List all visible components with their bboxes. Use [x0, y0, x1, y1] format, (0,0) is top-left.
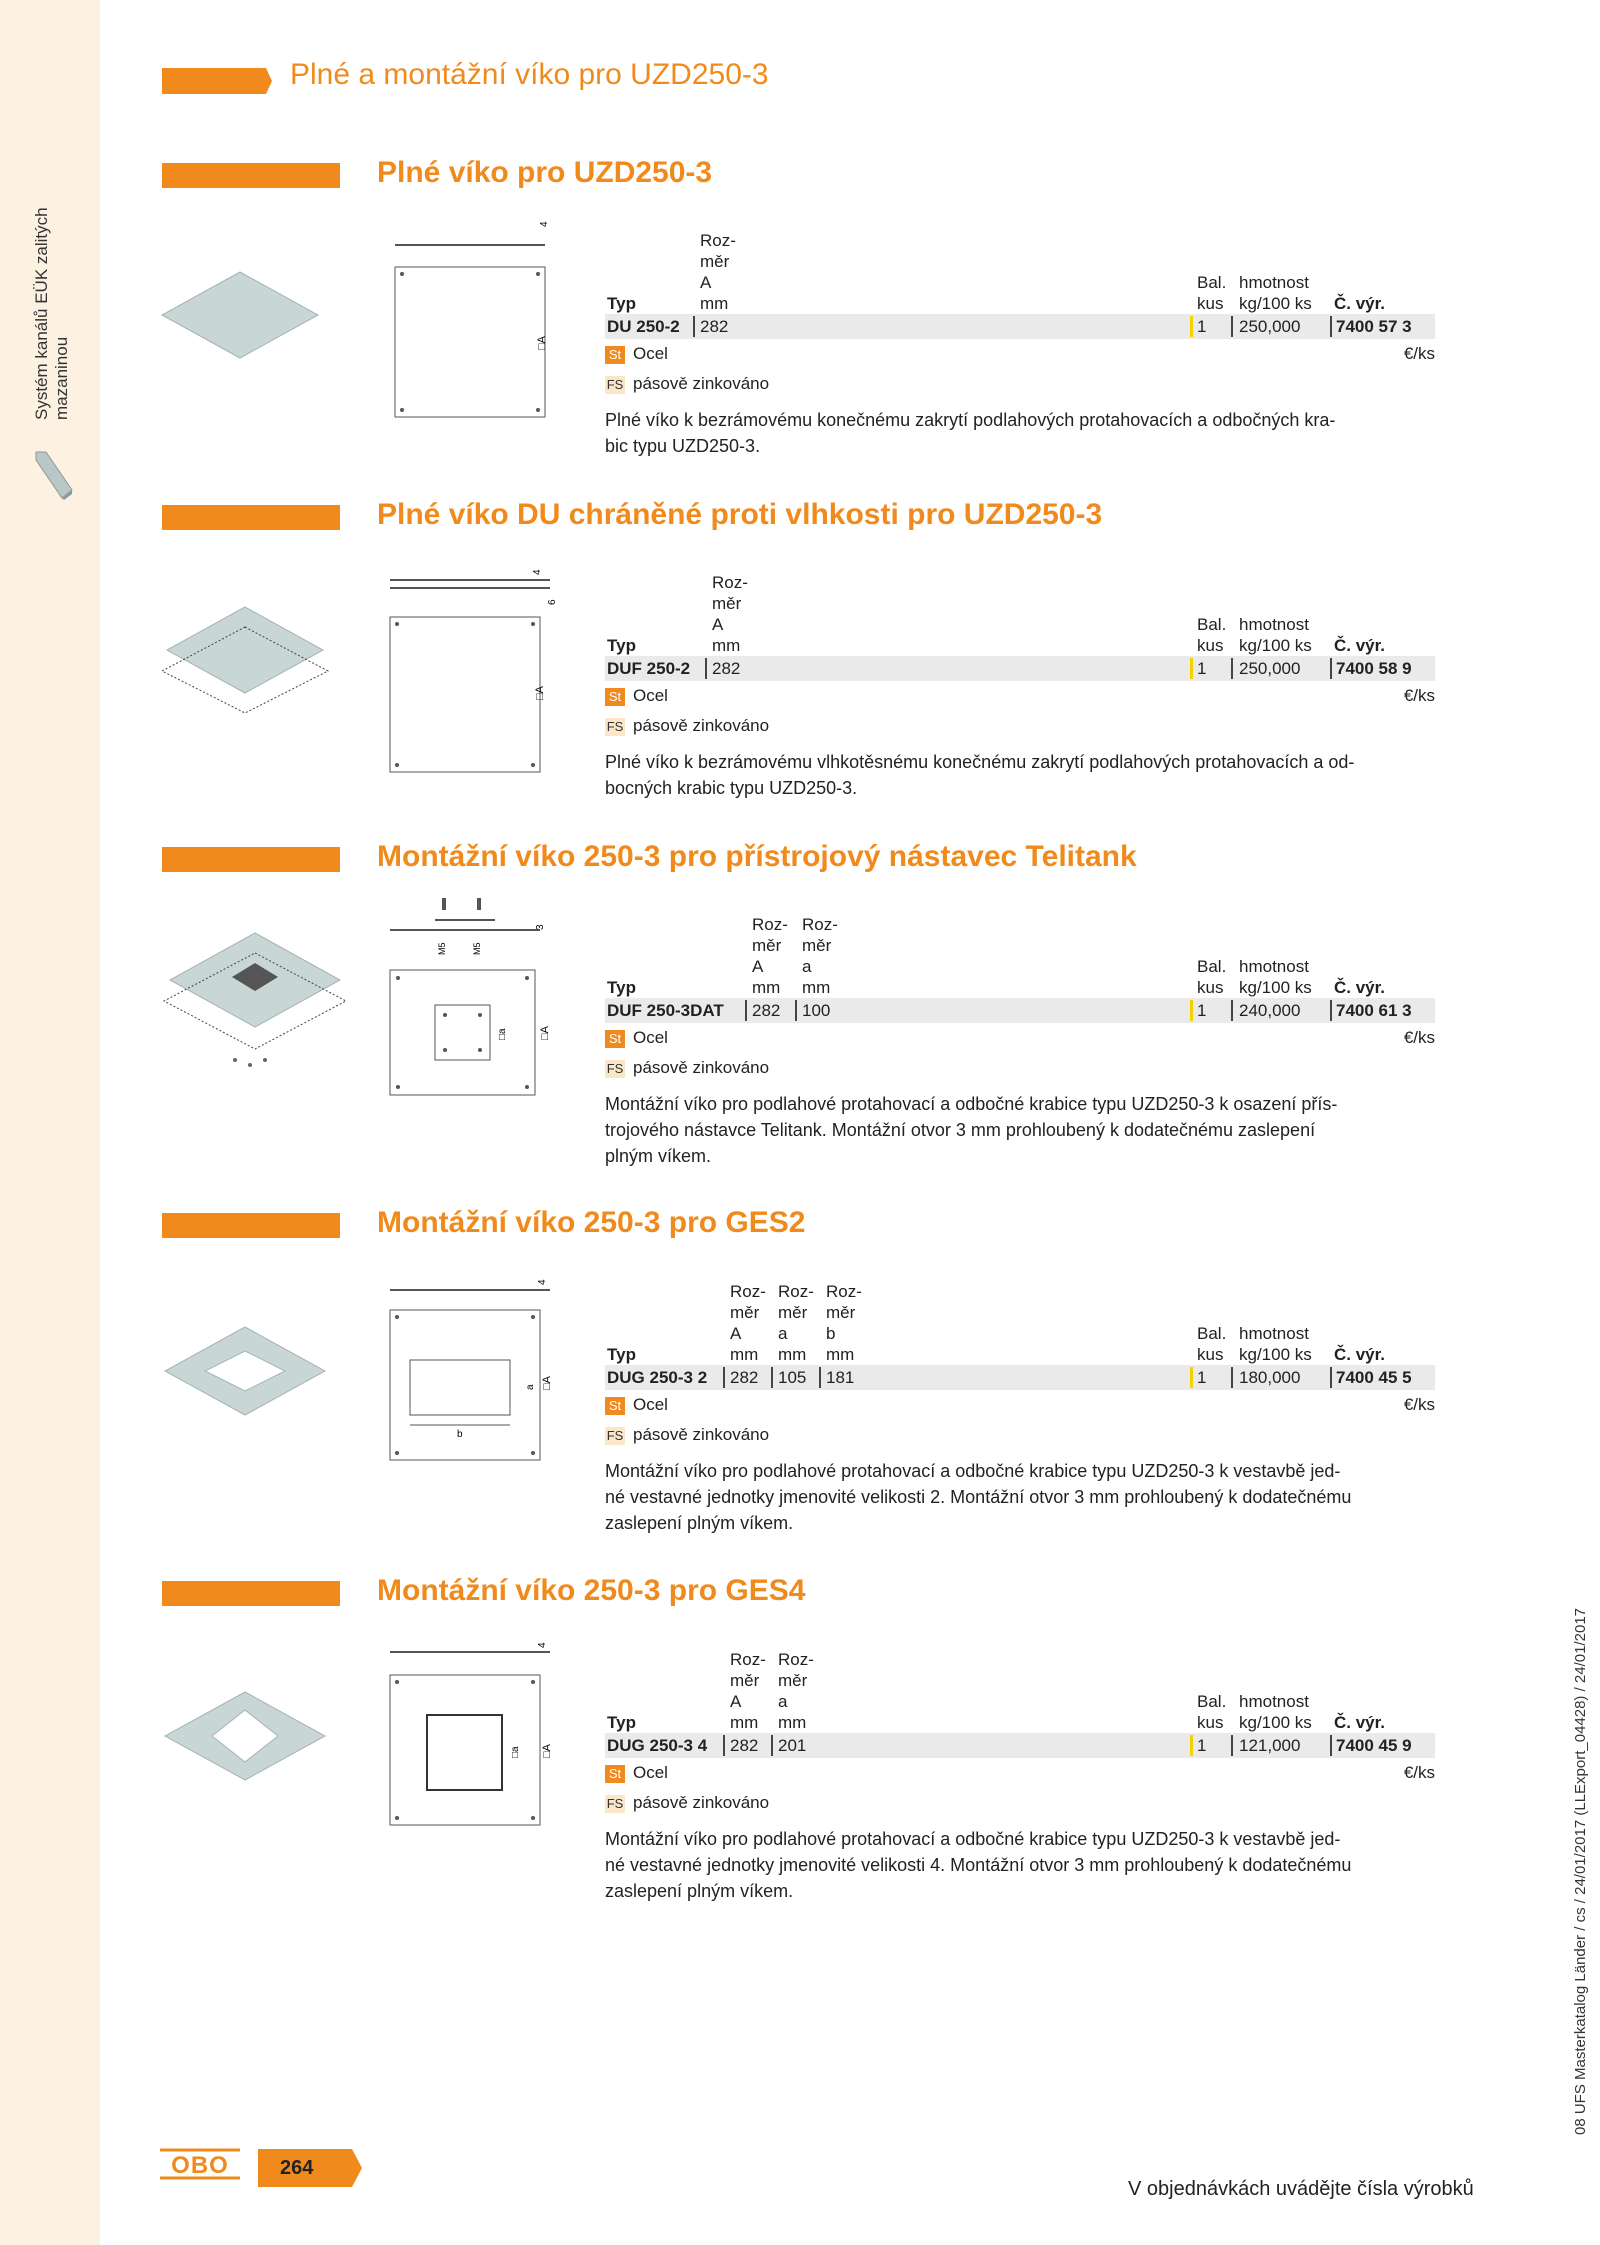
section-bar — [162, 847, 340, 872]
svg-text:□A: □A — [541, 1376, 553, 1390]
section-title: Montážní víko 250-3 pro GES2 — [377, 1206, 806, 1239]
obo-logo — [160, 2148, 240, 2180]
svg-text:OBO: OBO — [171, 2152, 229, 2179]
svg-text:3: 3 — [535, 924, 546, 930]
product-description: Plné víko k bezrámovému konečnému zakrytí podlahových protahovacích a odbočných kra- bic typu UZD250-3. — [605, 410, 1336, 456]
svg-text:□a: □a — [510, 1746, 521, 1758]
finish-tag: FS — [606, 1795, 624, 1811]
technical-drawing — [385, 1265, 555, 1475]
product-description: Montážní víko pro podlahové protahovací a odbočné krabice typu UZD250-3 k osazení přís- trojového nástavce Telitank. Montážní otvor 3 mm prohloubený k dodatečnému zaslepení plným víkem. — [605, 1094, 1338, 1166]
section-bar — [162, 1213, 340, 1238]
product-table: Typ Roz- měr A mm Roz- měr a mm Roz- měr b mm Bal. kus hmotnost kg/100 ks Č. výr. DUG 250-3 2 282 105 181 1 180,000 7400 45 5 St Ocel €/ks FS pásově zinkováno Montážní víko pro podlahové protahovací a odbočné krabice typu UZD250-3 k vestavbě jed- né vestavné jednotky jmenovité velikosti 2. Montážní otvor 3 mm prohloubený k dodatečnému zaslepení plným víkem. — [605, 1273, 1435, 1536]
svg-text:□A: □A — [539, 1026, 551, 1040]
svg-text:4: 4 — [537, 1642, 548, 1648]
svg-text:□A: □A — [534, 686, 546, 700]
material-tag: St — [605, 1030, 625, 1048]
product-table: Typ Roz- měr A mm Bal. kus hmotnost kg/100 ks Č. výr. DUF 250-2 282 1 250,000 7400 58 9 St Ocel €/ks FS pásově zinkováno Plné víko k bezrámovému vlhkotěsnému konečnému zakrytí podlahových protahovacích a od- bocných krabic typu UZD250-3. — [605, 564, 1435, 801]
table-row: DUG 250-3 4 282 201 1 121,000 7400 45 9 — [605, 1733, 1435, 1758]
material-tag: St — [605, 346, 625, 364]
section-title: Plné víko DU chráněné proti vlhkosti pro UZD250-3 — [377, 498, 1103, 531]
product-photo-plain-lid — [160, 270, 320, 360]
material-tag: St — [605, 1765, 625, 1783]
section-bar — [162, 163, 340, 188]
product-table: Typ Roz- měr A mm Roz- měr a mm Bal. kus hmotnost kg/100 ks Č. výr. DUF 250-3DAT 282 100 1 240,000 7400 61 3 St Ocel €/ks FS pásově zinkováno Montážní víko pro podlahové protahovací a odbočné krabice typu UZD250-3 k osazení přís- trojového nástavce Telitank. Montážní otvor 3 mm prohloubený k dodatečnému zaslepení plným víkem. — [605, 906, 1435, 1169]
table-row: DU 250-2 282 1 250,000 7400 57 3 — [605, 314, 1435, 339]
product-photo-telitank-lid — [160, 925, 350, 1075]
page-title: Plné a montážní víko pro UZD250-3 — [290, 58, 769, 91]
finish-tag: FS — [606, 376, 624, 392]
product-photo-ges4-lid — [160, 1690, 330, 1785]
material-tag: St — [605, 1397, 625, 1415]
svg-text:4: 4 — [537, 1279, 548, 1285]
table-row: DUF 250-2 282 1 250,000 7400 58 9 — [605, 656, 1435, 681]
technical-drawing — [385, 1630, 555, 1840]
material-tag: St — [605, 688, 625, 706]
svg-text:6: 6 — [547, 599, 558, 605]
svg-text:4: 4 — [532, 569, 543, 575]
svg-text:□A: □A — [536, 336, 548, 350]
product-description: Montážní víko pro podlahové protahovací a odbočné krabice typu UZD250-3 k vestavbě jed- né vestavné jednotky jmenovité velikosti 4. Montážní otvor 3 mm prohloubený k dodatečnému zaslepení plným víkem. — [605, 1829, 1352, 1901]
section-bar — [162, 505, 340, 530]
page-number: 264 — [280, 2157, 314, 2179]
finish-tag: FS — [606, 718, 624, 734]
svg-text:4: 4 — [539, 221, 550, 227]
product-table: Typ Roz- měr A mm Roz- měr a mm Bal. kus hmotnost kg/100 ks Č. výr. DUG 250-3 4 282 201 1 121,000 7400 45 9 St Ocel €/ks FS pásově zinkováno Montážní víko pro podlahové protahovací a odbočné krabice typu UZD250-3 k vestavbě jed- né vestavné jednotky jmenovité velikosti 4. Montážní otvor 3 mm prohloubený k dodatečnému zaslepení plným víkem. — [605, 1641, 1435, 1904]
svg-text:M5: M5 — [472, 942, 482, 955]
product-table: Typ Roz- měr A mm Bal. kus hmotnost kg/100 ks Č. výr. DU 250-2 282 1 250,000 7400 57 3 St Ocel €/ks FS pásově zinkováno Plné víko k bezrámovému konečnému zakrytí podlahových protahovacích a odbočných kra- bic typu UZD250-3. — [605, 222, 1435, 459]
section-title: Plné víko pro UZD250-3 — [377, 156, 713, 189]
svg-text:a: a — [525, 1384, 536, 1390]
sidebar-category: Systém kanálů EÜK zalitých mazaninou — [32, 207, 71, 420]
channel-icon — [32, 450, 74, 500]
technical-drawing — [385, 215, 555, 425]
finish-tag: FS — [606, 1060, 624, 1076]
footer-note: V objednávkách uvádějte čísla výrobků — [1128, 2178, 1474, 2200]
finish-tag: FS — [606, 1427, 624, 1443]
header-arrow-bar — [162, 68, 272, 94]
svg-text:□a: □a — [497, 1028, 508, 1040]
product-photo-moisture-lid — [160, 605, 330, 715]
product-description: Plné víko k bezrámovému vlhkotěsnému konečnému zakrytí podlahových protahovacích a od- bocných krabic typu UZD250-3. — [605, 752, 1355, 798]
product-description: Montážní víko pro podlahové protahovací a odbočné krabice typu UZD250-3 k vestavbě jed- né vestavné jednotky jmenovité velikosti 2. Montážní otvor 3 mm prohloubený k dodatečnému zaslepení plným víkem. — [605, 1461, 1352, 1533]
table-row: DUF 250-3DAT 282 100 1 240,000 7400 61 3 — [605, 998, 1435, 1023]
svg-text:M5: M5 — [437, 942, 447, 955]
product-photo-ges2-lid — [160, 1325, 330, 1420]
section-bar — [162, 1581, 340, 1606]
technical-drawing — [385, 555, 558, 780]
svg-text:□A: □A — [541, 1744, 553, 1758]
table-row: DUG 250-3 2 282 105 181 1 180,000 7400 45 5 — [605, 1365, 1435, 1390]
section-title: Montážní víko 250-3 pro přístrojový nástavec Telitank — [377, 840, 1137, 873]
svg-text:b: b — [457, 1429, 463, 1440]
catalog-meta: 08 UFS Masterkatalog Länder / cs / 24/01/2017 (LLExport_04428) / 24/01/2017 — [1572, 1607, 1589, 2135]
section-title: Montážní víko 250-3 pro GES4 — [377, 1574, 806, 1607]
technical-drawing — [385, 895, 555, 1105]
